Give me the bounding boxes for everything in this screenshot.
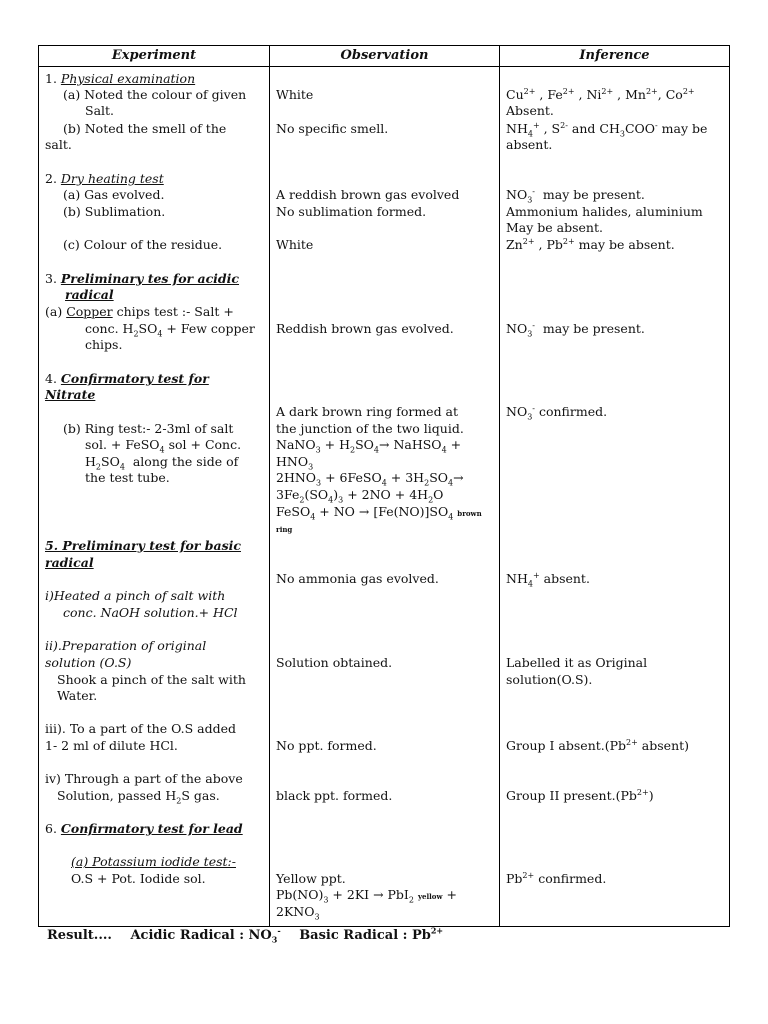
s4-step-b-reagents-2: $H_2SO_4$ along the side of xyxy=(85,454,239,472)
s1-step-b: (b) Noted the smell of the xyxy=(63,121,227,136)
s6-step-a: (a) Potassium iodide test:- xyxy=(71,854,236,869)
section-3-heading-cont: radical xyxy=(65,287,114,302)
section-5-heading: 5. Preliminary test for basic xyxy=(45,538,241,553)
s1-inf-b: $NH_4^+$ , $S^{2-}$ and $CH_3COO^-$ may be xyxy=(506,120,708,139)
section-4-heading-cont: Nitrate xyxy=(45,387,96,402)
section-3-heading: 3. Preliminary tes for acidic xyxy=(45,271,240,286)
s4-inf: $NO_3^-$ confirmed. xyxy=(506,403,608,422)
s3-step-a-reagents: conc. $H_2SO_4$ + Few copper xyxy=(85,321,255,339)
s6-step-a-cont: O.S + Pot. Iodide sol. xyxy=(71,871,206,886)
s2-inf-c: $Zn^{2+}$ , $Pb^{2+}$ may be absent. xyxy=(506,236,675,252)
s3-inf: $NO_3^-$ may be present. xyxy=(506,320,645,339)
s5-inf-iv: Group II $present.(Pb^{2+})$ xyxy=(506,787,654,803)
s5-step-iii: iii). To a part of the O.S added xyxy=(45,721,236,736)
s5-step-ii-detail-cont: Water. xyxy=(57,688,98,703)
s1-step-b-cont: salt. xyxy=(45,137,72,152)
experiment-document xyxy=(38,45,729,927)
header-inference: Inference xyxy=(500,46,730,67)
s6-obs-1: Yellow ppt. xyxy=(276,871,346,886)
s2-obs-c: White xyxy=(276,237,314,252)
section-4-heading: 4. Confirmatory test for xyxy=(45,371,209,386)
s4-equation-3: FeSO$_4$ + NO → $[Fe(NO)]SO_4$ brown xyxy=(276,504,482,522)
s1-obs-b: No specific smell. xyxy=(276,121,389,136)
header-observation: Observation xyxy=(270,46,500,67)
s5-step-ii-cont: solution (O.S) xyxy=(45,655,132,670)
s6-inf: $Pb^{2+}$ confirmed. xyxy=(506,870,607,886)
s6-equation-cont: $2KNO_3$ xyxy=(276,904,320,922)
s4-step-b-cont: the test tube. xyxy=(85,470,170,485)
s1-inf-a: $Cu^{2+}$ , $Fe^{2+}$ , $Ni^{2+}$ , $Mn^{2+}$, $Co^{2+}$ xyxy=(506,86,695,102)
s2-inf-b: Ammonium halides, aluminium xyxy=(506,204,703,219)
s4-equation-1-cont: $HNO_3$ xyxy=(276,454,314,472)
s1-step-a: (a) Noted the colour of given xyxy=(63,87,247,102)
section-2-heading: 2. Dry heating test xyxy=(45,171,164,186)
s5-inf-ii-cont: solution(O.S). xyxy=(506,672,593,687)
s5-obs-iii: No ppt. formed. xyxy=(276,738,377,753)
s5-step-iv-cont: Solution, passed $H_2S$ gas. xyxy=(57,788,220,806)
s2-step-a: (a) Gas evolved. xyxy=(63,187,165,202)
s1-inf-b-cont: absent. xyxy=(506,137,553,152)
experiment-column xyxy=(39,67,270,927)
s4-step-b: (b) Ring test:- 2-3ml of salt xyxy=(63,421,234,436)
s4-obs-2: the junction of the two liquid. xyxy=(276,421,464,436)
s1-step-a-cont: Salt. xyxy=(85,103,115,118)
s5-obs-i: No ammonia gas evolved. xyxy=(276,571,439,586)
basic-radical-result: Basic Radical : $Pb^{2+}$ xyxy=(299,925,444,943)
s3-step-a-cont: chips. xyxy=(85,337,123,352)
observation-column xyxy=(270,67,500,927)
s2-inf-b-cont: May be absent. xyxy=(506,220,603,235)
s2-step-b: (b) Sublimation. xyxy=(63,204,166,219)
s5-obs-iv: black ppt. formed. xyxy=(276,788,393,803)
s6-equation: $Pb(NO)_3 + 2KI \to PbI_2$ yellow + xyxy=(276,887,457,905)
s5-obs-ii: Solution obtained. xyxy=(276,655,393,670)
s5-inf-i: $NH_4^+$ absent. xyxy=(506,570,590,589)
result-label: Result.... xyxy=(47,928,112,943)
s3-step-a: (a) Copper chips test :- Salt + xyxy=(45,304,234,319)
section-1-heading: 1. Physical examination xyxy=(45,71,196,86)
result-line xyxy=(47,925,457,945)
s5-step-iv: iv) Through a part of the above xyxy=(45,771,243,786)
s2-step-c: (c) Colour of the residue. xyxy=(63,237,223,252)
s4-step-b-reagents: sol. + FeSO$_4$ sol + Conc. xyxy=(85,437,242,455)
s5-step-iii-cont: 1- 2 ml of dilute HCl. xyxy=(45,738,178,753)
inference-column xyxy=(500,67,730,927)
s5-step-i: i)Heated a pinch of salt with xyxy=(45,588,226,603)
s5-step-i-cont: conc. NaOH solution.+ HCl xyxy=(63,605,238,620)
s5-step-ii: ii).Preparation of original xyxy=(45,638,207,653)
s3-obs: Reddish brown gas evolved. xyxy=(276,321,454,336)
s4-equation-2-cont: $3Fe_2(SO_4)_3 + 2NO + 4H_2O$ xyxy=(276,487,444,505)
s2-obs-a: A reddish brown gas evolved xyxy=(276,187,460,202)
s5-inf-ii: Labelled it as Original xyxy=(506,655,648,670)
section-5-heading-cont: radical xyxy=(45,555,94,570)
s4-equation-3-label: ring xyxy=(276,525,293,534)
results-table xyxy=(38,45,730,927)
section-6-heading: 6. Confirmatory test for lead xyxy=(45,821,243,836)
s5-step-ii-detail: Shook a pinch of the salt with xyxy=(57,672,246,687)
acidic-radical-result: Acidic Radical : $NO_3^-$ xyxy=(130,925,281,945)
header-row xyxy=(39,46,730,67)
s2-inf-a: $NO_3^-$ may be present. xyxy=(506,186,645,205)
s1-inf-a-cont: Absent. xyxy=(506,103,554,118)
s4-obs-1: A dark brown ring formed at xyxy=(276,404,459,419)
s4-equation-1: NaNO$_3$ + $H_2SO_4\to$ NaHSO$_4$ + xyxy=(276,437,462,455)
s4-equation-2: $2HNO_3$ + 6FeSO$_4$ + $3H_2SO_4\to$ xyxy=(276,470,464,488)
s1-obs-a: White xyxy=(276,87,314,102)
s2-obs-b: No sublimation formed. xyxy=(276,204,427,219)
header-experiment: Experiment xyxy=(39,46,270,67)
s5-inf-iii: Group I $absent.(Pb^{2+}$ absent) xyxy=(506,737,690,753)
table-row xyxy=(39,67,730,927)
